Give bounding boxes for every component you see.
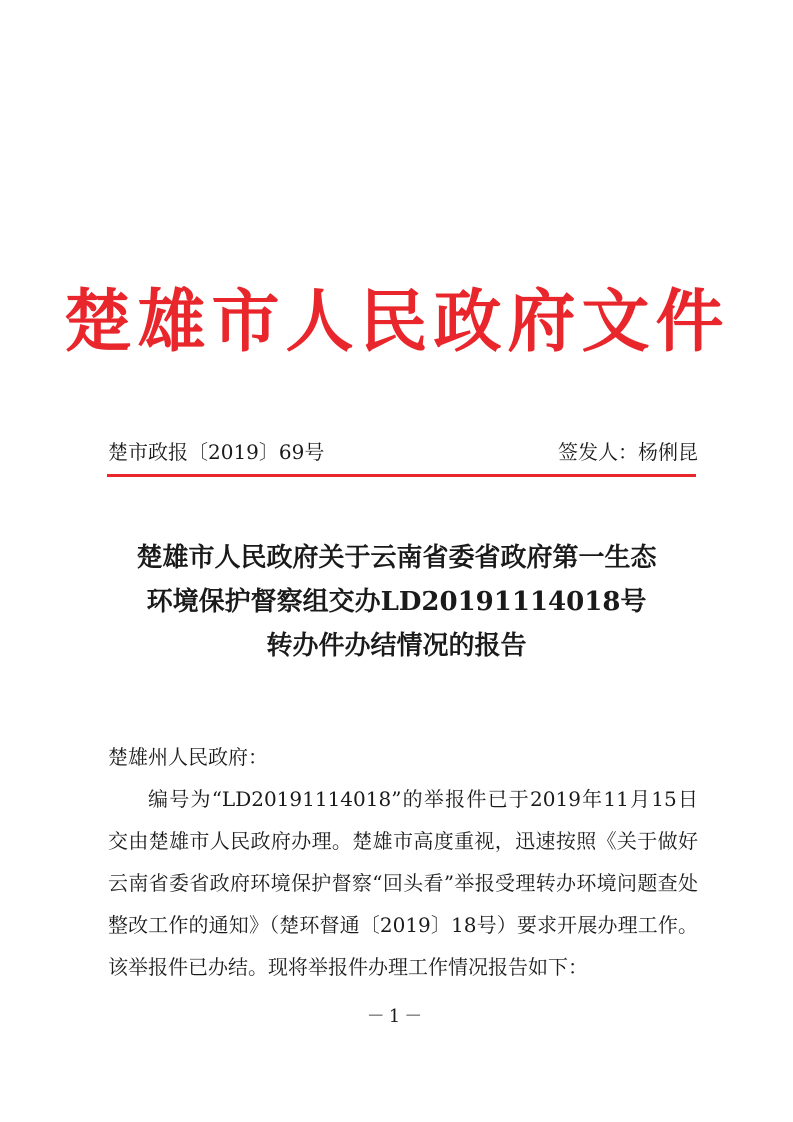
report-title-line-2: 环境保护督察组交办LD20191114018号 (146, 587, 647, 617)
report-title-line-3: 转办件办结情况的报告 (266, 631, 527, 661)
red-divider-line (107, 474, 696, 477)
signer: 签发人：杨俐昆 (558, 440, 698, 464)
document-meta-row (108, 436, 698, 465)
report-title (0, 536, 793, 668)
salutation: 楚雄州人民政府： (108, 745, 268, 769)
body-paragraph: 编号为“LD20191114018”的举报件已于2019年11月15日交由楚雄市人民政府办理。楚雄市高度重视，迅速按照《关于做好云南省委省政府环境保护督察“回头看”举报受理转办环境问题查处整改工作的通知》（楚环督通〔2019〕18号）要求开展办理工作。该举报件已办结。现将举报件办理工作情况报告如下： (108, 787, 698, 979)
document-header-title: 楚雄市人民政府文件 (63, 282, 730, 362)
report-title-line-1: 楚雄市人民政府关于云南省委省政府第一生态 (136, 543, 657, 573)
page-number: －1－ (366, 1006, 427, 1027)
document-body (108, 736, 698, 988)
document-number: 楚市政报〔2019〕69号 (108, 440, 325, 464)
